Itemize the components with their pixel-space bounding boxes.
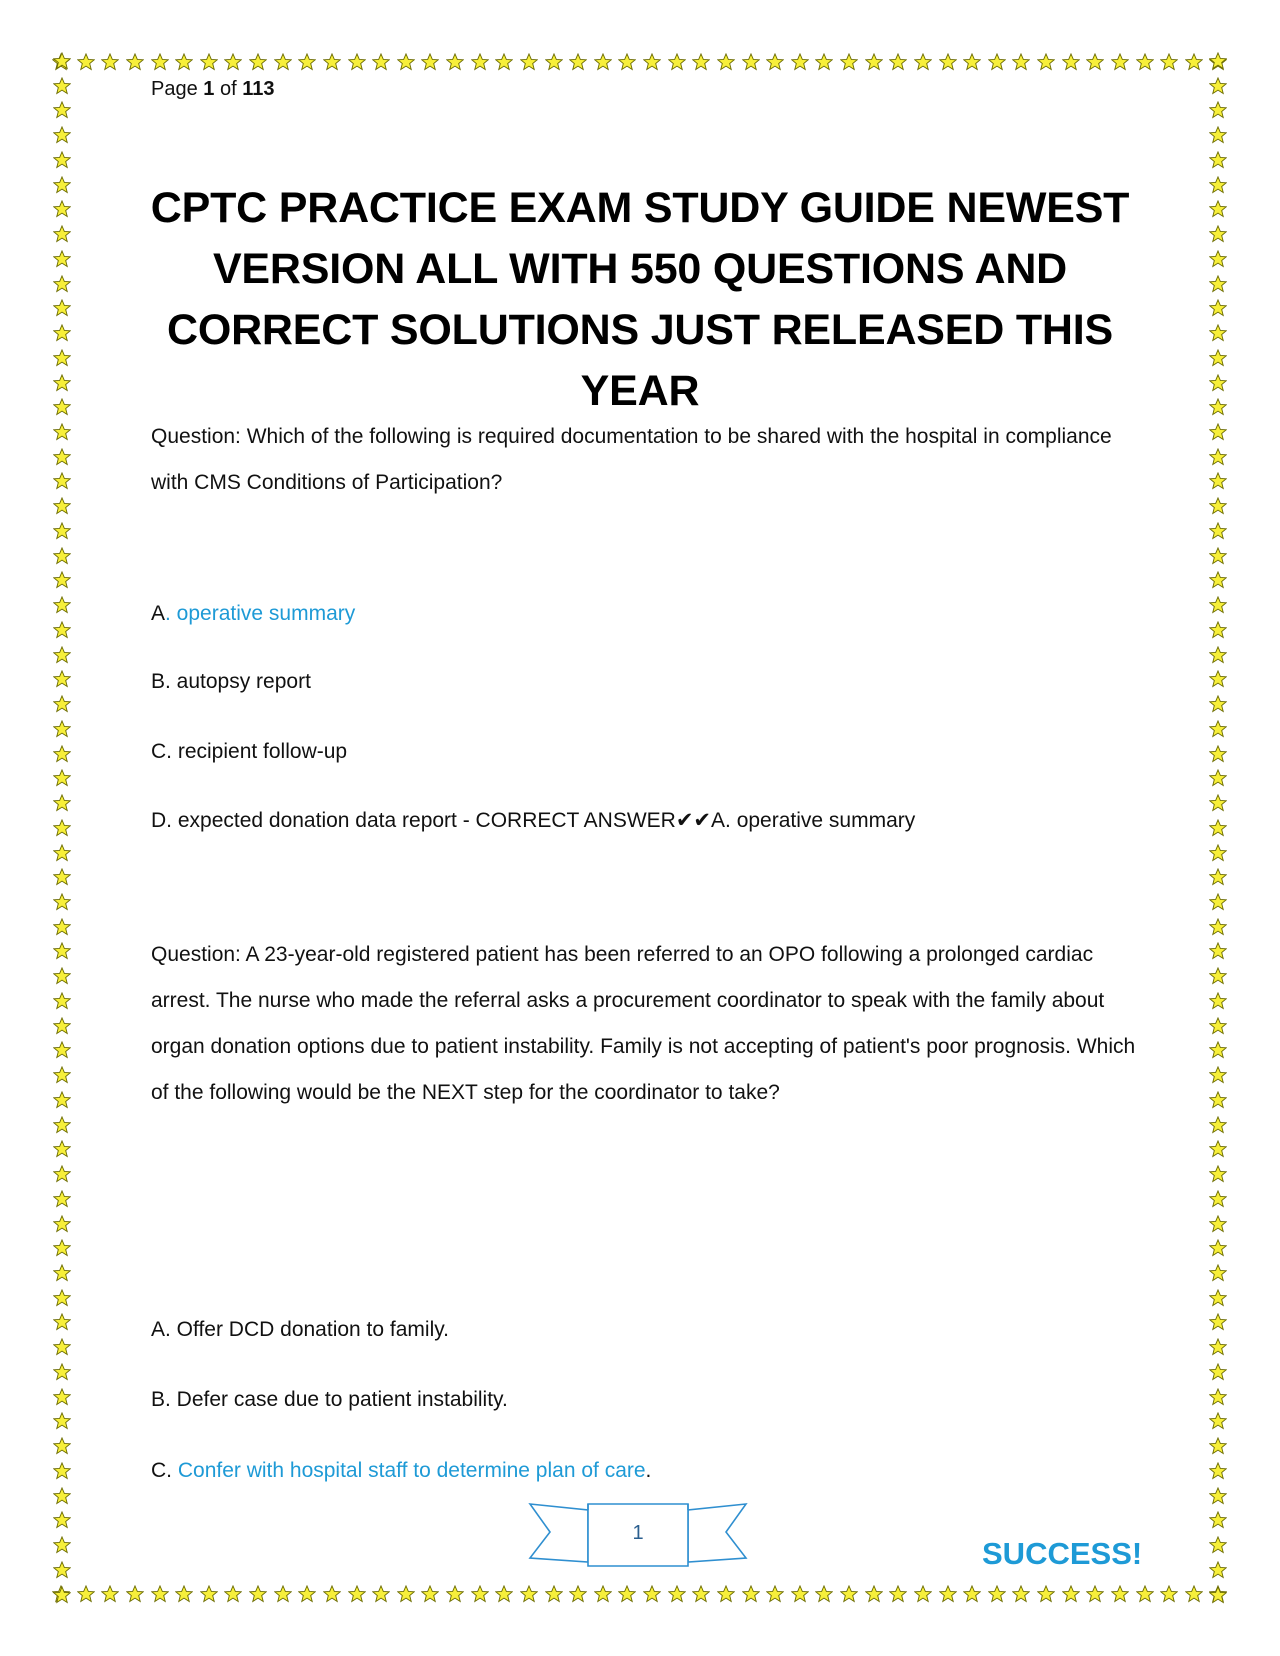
star-border-bottom <box>52 1584 1228 1604</box>
star-icon <box>1209 1066 1227 1084</box>
star-icon <box>1209 571 1227 589</box>
star-icon <box>1209 695 1227 713</box>
star-icon <box>1136 53 1154 71</box>
star-border-left <box>52 52 72 1604</box>
star-icon <box>1209 547 1227 565</box>
star-icon <box>1209 1511 1227 1529</box>
star-icon <box>1012 53 1030 71</box>
star-icon <box>1209 1586 1227 1604</box>
star-icon <box>53 250 71 268</box>
star-icon <box>1209 1017 1227 1035</box>
star-icon <box>1209 299 1227 317</box>
star-icon <box>53 101 71 119</box>
star-icon <box>766 53 784 71</box>
star-icon <box>889 53 907 71</box>
star-icon <box>1209 1165 1227 1183</box>
star-icon <box>53 1487 71 1505</box>
star-icon <box>914 1585 932 1603</box>
star-icon <box>53 374 71 392</box>
star-icon <box>53 1338 71 1356</box>
star-icon <box>520 1585 538 1603</box>
star-icon <box>53 918 71 936</box>
star-icon <box>53 720 71 738</box>
star-icon <box>1086 1585 1104 1603</box>
star-icon <box>224 53 242 71</box>
question-2-option-a: A. Offer DCD donation to family. <box>151 1318 450 1341</box>
question-1-option-b: B. autopsy report <box>151 670 311 693</box>
star-border-top <box>52 52 1228 72</box>
star-icon <box>397 53 415 71</box>
star-icon <box>1209 349 1227 367</box>
star-icon <box>77 1585 95 1603</box>
option-c-suffix: . <box>645 1459 652 1482</box>
star-icon <box>1062 53 1080 71</box>
star-icon <box>53 794 71 812</box>
star-icon <box>618 53 636 71</box>
star-icon <box>224 1585 242 1603</box>
star-icon <box>1209 1437 1227 1455</box>
star-icon <box>471 1585 489 1603</box>
star-icon <box>53 967 71 985</box>
star-icon <box>53 1462 71 1480</box>
star-icon <box>53 596 71 614</box>
star-icon <box>1209 745 1227 763</box>
star-icon <box>53 1561 71 1579</box>
star-icon <box>1136 1585 1154 1603</box>
star-icon <box>1209 423 1227 441</box>
star-icon <box>53 299 71 317</box>
star-icon <box>742 53 760 71</box>
star-icon <box>1209 646 1227 664</box>
star-icon <box>1209 250 1227 268</box>
star-icon <box>1160 53 1178 71</box>
question-1-option-c: C. recipient follow-up <box>151 740 348 763</box>
star-icon <box>1209 1462 1227 1480</box>
star-icon <box>1209 992 1227 1010</box>
star-icon <box>53 942 71 960</box>
star-icon <box>1209 101 1227 119</box>
star-icon <box>1209 1412 1227 1430</box>
star-icon <box>471 53 489 71</box>
star-icon <box>1209 472 1227 490</box>
star-icon <box>53 1313 71 1331</box>
star-icon <box>323 1585 341 1603</box>
star-icon <box>446 1585 464 1603</box>
option-a-highlight: . operative summary <box>165 602 356 625</box>
star-icon <box>1209 1313 1227 1331</box>
star-icon <box>53 571 71 589</box>
star-icon <box>53 1239 71 1257</box>
star-icon <box>594 53 612 71</box>
star-icon <box>1209 1116 1227 1134</box>
star-icon <box>545 53 563 71</box>
star-icon <box>53 1041 71 1059</box>
star-icon <box>53 1511 71 1529</box>
star-icon <box>372 53 390 71</box>
star-icon <box>53 1437 71 1455</box>
star-icon <box>1209 1239 1227 1257</box>
star-icon <box>545 1585 563 1603</box>
star-icon <box>101 1585 119 1603</box>
success-slogan: SUCCESS! <box>982 1536 1143 1571</box>
star-icon <box>1209 1264 1227 1282</box>
star-icon <box>446 53 464 71</box>
star-icon <box>1209 1190 1227 1208</box>
star-icon <box>53 695 71 713</box>
star-icon <box>668 1585 686 1603</box>
question-2-option-b: B. Defer case due to patient instability. <box>151 1388 508 1411</box>
star-icon <box>668 53 686 71</box>
star-icon <box>815 1585 833 1603</box>
star-icon <box>1209 794 1227 812</box>
star-icon <box>1209 497 1227 515</box>
star-icon <box>53 1116 71 1134</box>
question-2-text: Question: A 23-year-old registered patient has been referred to an OPO following a prolonged cardiac arrest. The nurse who made the referral asks a procurement coordinator to speak with the family about organ donation options due to patient instability. Family is not accepting of patient's poor prognosis. Which of the following would be the NEXT step for the coordinator to take? <box>151 943 1136 1104</box>
star-icon <box>618 1585 636 1603</box>
star-icon <box>1209 1091 1227 1109</box>
star-icon <box>742 1585 760 1603</box>
page-current: 1 <box>203 78 215 100</box>
option-a-letter: A <box>151 602 166 625</box>
star-icon <box>53 1289 71 1307</box>
star-icon <box>1209 967 1227 985</box>
star-icon <box>249 1585 267 1603</box>
star-icon <box>1209 819 1227 837</box>
star-icon <box>53 522 71 540</box>
star-icon <box>53 621 71 639</box>
star-icon <box>53 398 71 416</box>
star-icon <box>274 53 292 71</box>
star-icon <box>200 1585 218 1603</box>
star-icon <box>692 53 710 71</box>
star-icon <box>298 53 316 71</box>
star-icon <box>963 1585 981 1603</box>
question-2-option-c <box>151 1459 651 1483</box>
star-icon <box>1209 1536 1227 1554</box>
star-icon <box>495 1585 513 1603</box>
star-icon <box>1209 1561 1227 1579</box>
star-border-right <box>1208 52 1228 1604</box>
star-icon <box>397 1585 415 1603</box>
star-icon <box>1209 1388 1227 1406</box>
star-icon <box>1209 225 1227 243</box>
star-icon <box>791 53 809 71</box>
star-icon <box>1209 844 1227 862</box>
star-icon <box>495 53 513 71</box>
star-icon <box>1037 53 1055 71</box>
star-icon <box>126 1585 144 1603</box>
star-icon <box>53 844 71 862</box>
star-icon <box>988 1585 1006 1603</box>
star-icon <box>53 200 71 218</box>
star-icon <box>53 448 71 466</box>
footer-page-number: 1 <box>632 1522 644 1544</box>
star-icon <box>53 151 71 169</box>
star-icon <box>1209 448 1227 466</box>
star-icon <box>53 1066 71 1084</box>
star-icon <box>1209 176 1227 194</box>
star-icon <box>175 1585 193 1603</box>
star-icon <box>53 992 71 1010</box>
star-icon <box>53 1091 71 1109</box>
question-1-text: Question: Which of the following is required documentation to be shared with the hospital in compliance with CMS Conditions of Participation? <box>151 425 1112 494</box>
star-icon <box>53 547 71 565</box>
star-icon <box>1111 1585 1129 1603</box>
question-1-option-a <box>151 602 355 626</box>
star-icon <box>249 53 267 71</box>
star-icon <box>1209 77 1227 95</box>
star-icon <box>1209 670 1227 688</box>
star-icon <box>914 53 932 71</box>
star-icon <box>1209 1363 1227 1381</box>
star-icon <box>1012 1585 1030 1603</box>
star-icon <box>53 324 71 342</box>
star-icon <box>53 52 71 70</box>
star-icon <box>865 53 883 71</box>
option-c-highlight: Confer with hospital staff to determine plan of care <box>177 1459 646 1482</box>
star-icon <box>53 1017 71 1035</box>
star-icon <box>77 53 95 71</box>
star-icon <box>569 53 587 71</box>
page-total: 113 <box>242 78 275 100</box>
star-icon <box>1209 621 1227 639</box>
star-icon <box>53 1536 71 1554</box>
star-icon <box>53 646 71 664</box>
star-icon <box>53 1388 71 1406</box>
star-icon <box>126 53 144 71</box>
star-icon <box>53 670 71 688</box>
star-icon <box>53 1363 71 1381</box>
star-icon <box>372 1585 390 1603</box>
star-icon <box>791 1585 809 1603</box>
star-icon <box>717 1585 735 1603</box>
star-icon <box>348 1585 366 1603</box>
star-icon <box>1209 275 1227 293</box>
star-icon <box>1209 200 1227 218</box>
star-icon <box>1111 53 1129 71</box>
star-icon <box>151 53 169 71</box>
star-icon <box>53 423 71 441</box>
question-1-option-d: D. expected donation data report - CORRECT ANSWER✔✔A. operative summary <box>151 809 916 832</box>
star-icon <box>1209 1289 1227 1307</box>
star-icon <box>53 1412 71 1430</box>
page-word: Page <box>151 78 198 100</box>
star-icon <box>1209 918 1227 936</box>
star-icon <box>53 868 71 886</box>
star-icon <box>1209 942 1227 960</box>
star-icon <box>1209 596 1227 614</box>
star-icon <box>1209 1487 1227 1505</box>
star-icon <box>53 819 71 837</box>
star-icon <box>1037 1585 1055 1603</box>
star-icon <box>1185 1585 1203 1603</box>
star-icon <box>569 1585 587 1603</box>
star-icon <box>840 53 858 71</box>
star-icon <box>53 893 71 911</box>
star-icon <box>175 53 193 71</box>
star-icon <box>200 53 218 71</box>
star-icon <box>274 1585 292 1603</box>
star-icon <box>1062 1585 1080 1603</box>
star-icon <box>53 1140 71 1158</box>
star-icon <box>988 53 1006 71</box>
star-icon <box>53 126 71 144</box>
star-icon <box>53 1586 71 1604</box>
star-icon <box>717 53 735 71</box>
star-icon <box>1209 720 1227 738</box>
star-icon <box>53 275 71 293</box>
star-icon <box>643 53 661 71</box>
star-icon <box>1185 53 1203 71</box>
star-icon <box>1209 1338 1227 1356</box>
star-icon <box>1209 1215 1227 1233</box>
star-icon <box>298 1585 316 1603</box>
star-icon <box>1209 1041 1227 1059</box>
star-icon <box>889 1585 907 1603</box>
star-icon <box>53 1215 71 1233</box>
option-c-prefix: C. <box>151 1459 178 1482</box>
star-icon <box>323 53 341 71</box>
star-icon <box>421 53 439 71</box>
page-of: of <box>219 78 237 100</box>
star-icon <box>53 769 71 787</box>
star-icon <box>1209 769 1227 787</box>
star-icon <box>1209 398 1227 416</box>
star-icon <box>53 225 71 243</box>
star-icon <box>865 1585 883 1603</box>
star-icon <box>53 745 71 763</box>
star-icon <box>1209 868 1227 886</box>
star-icon <box>53 176 71 194</box>
star-icon <box>1086 53 1104 71</box>
star-icon <box>939 1585 957 1603</box>
star-icon <box>101 53 119 71</box>
star-icon <box>53 472 71 490</box>
star-icon <box>53 1264 71 1282</box>
star-icon <box>1209 522 1227 540</box>
star-icon <box>1209 52 1227 70</box>
star-icon <box>53 497 71 515</box>
star-icon <box>692 1585 710 1603</box>
page-indicator <box>151 78 274 101</box>
star-icon <box>348 53 366 71</box>
star-icon <box>421 1585 439 1603</box>
star-icon <box>1209 324 1227 342</box>
star-icon <box>939 53 957 71</box>
star-icon <box>151 1585 169 1603</box>
document-title: CPTC PRACTICE EXAM STUDY GUIDE NEWEST VERSION ALL WITH 550 QUESTIONS AND CORRECT SOLUTIONS JUST RELEASED THIS YEAR <box>150 184 1130 415</box>
star-icon <box>840 1585 858 1603</box>
star-icon <box>594 1585 612 1603</box>
star-icon <box>53 1165 71 1183</box>
star-icon <box>53 77 71 95</box>
star-icon <box>1209 126 1227 144</box>
star-icon <box>1209 151 1227 169</box>
star-icon <box>815 53 833 71</box>
star-icon <box>1160 1585 1178 1603</box>
star-icon <box>53 349 71 367</box>
star-icon <box>1209 374 1227 392</box>
star-icon <box>1209 893 1227 911</box>
star-icon <box>1209 1140 1227 1158</box>
star-icon <box>766 1585 784 1603</box>
star-icon <box>643 1585 661 1603</box>
star-icon <box>963 53 981 71</box>
star-icon <box>53 1190 71 1208</box>
star-icon <box>520 53 538 71</box>
